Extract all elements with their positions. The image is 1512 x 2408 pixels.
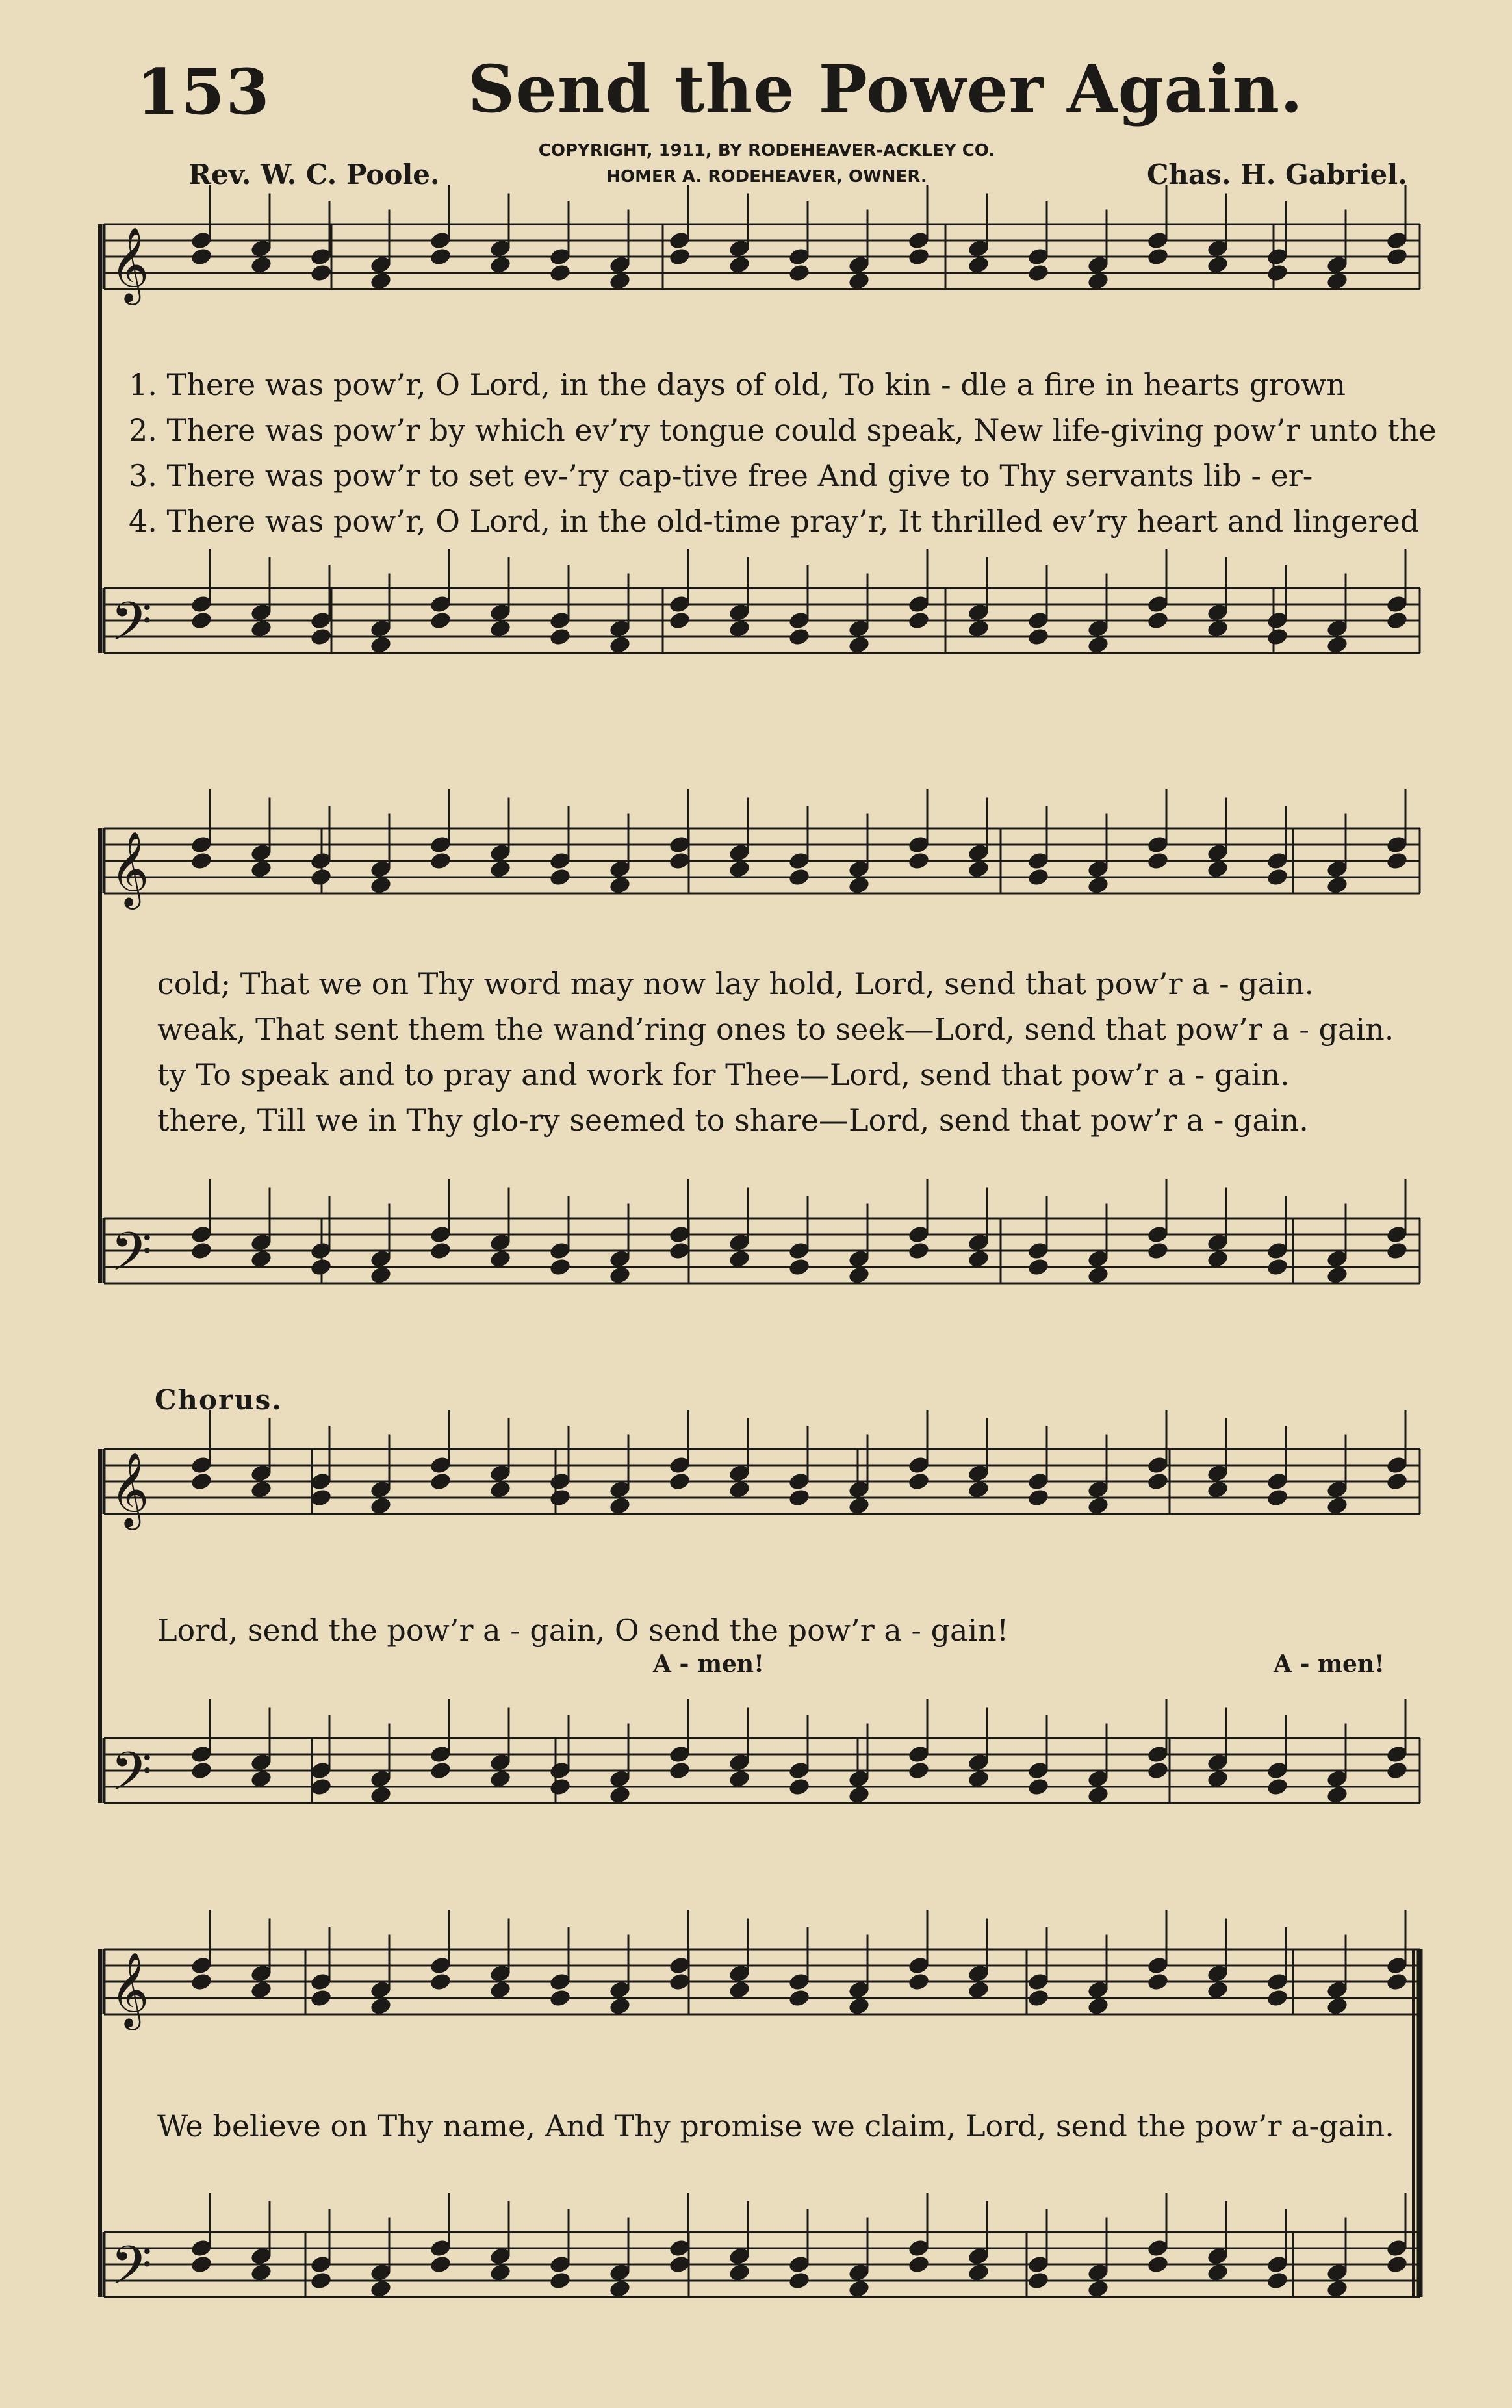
note-head (1086, 1785, 1110, 1805)
note-head (847, 2279, 871, 2299)
note-head (1027, 867, 1050, 888)
note-head (369, 635, 392, 655)
note-head (489, 1769, 512, 1789)
note-head (1266, 867, 1289, 888)
note-head (907, 1472, 930, 1492)
note-head (1027, 1988, 1050, 2008)
note-head (967, 1249, 990, 1269)
note-head (967, 1769, 990, 1789)
note-head (728, 255, 751, 275)
note-head (1385, 1761, 1409, 1781)
note-head (190, 1972, 213, 1992)
note-head (548, 867, 572, 888)
note-head (1206, 2262, 1229, 2283)
note-head (369, 2279, 392, 2299)
note-head (429, 247, 452, 267)
note-head (608, 875, 632, 895)
note-head (907, 1241, 930, 1261)
verse-4-line-1: 4. There was pow’r, O Lord, in the old-time pray’r, It thrilled ev’ry heart and lingered (129, 504, 1420, 539)
note-head (369, 1265, 392, 1285)
treble-clef-icon: 𝄞 (110, 830, 149, 906)
note-head (190, 1761, 213, 1781)
note-head (1206, 1769, 1229, 1789)
note-head (1086, 271, 1110, 291)
note-head (967, 1980, 990, 2000)
note-head (608, 1265, 632, 1285)
note-head (1027, 627, 1050, 647)
note-head (1086, 1265, 1110, 1285)
note-head (489, 1249, 512, 1269)
note-head (489, 859, 512, 879)
note-head (250, 859, 273, 879)
note-head (608, 635, 632, 655)
note-head (369, 1785, 392, 1805)
bass-clef-icon: 𝄢 (110, 590, 153, 666)
note-head (1206, 859, 1229, 879)
note-head (907, 611, 930, 631)
note-head (1385, 1472, 1409, 1492)
chorus-line-1: Lord, send the pow’r a - gain, O send the pow’r a - gain! (157, 1613, 1009, 1648)
note-head (907, 2255, 930, 2275)
note-head (250, 1980, 273, 2000)
note-head (728, 1479, 751, 1500)
note-head (907, 851, 930, 871)
verse-3-line-1: 3. There was pow’r to set ev-’ry cap-tive free And give to Thy servants lib - er- (129, 458, 1313, 493)
note-head (1326, 1496, 1349, 1516)
note-head (489, 2262, 512, 2283)
note-head (668, 247, 691, 267)
note-head (489, 1479, 512, 1500)
note-head (1385, 1972, 1409, 1992)
note-head (1266, 1777, 1289, 1797)
note-head (728, 1249, 751, 1269)
note-head (429, 1972, 452, 1992)
note-head (548, 2271, 572, 2291)
note-head (788, 1257, 811, 1277)
note-head (788, 1488, 811, 1508)
note-head (190, 247, 213, 267)
note-head (1326, 1996, 1349, 2016)
note-head (788, 627, 811, 647)
note-head (250, 255, 273, 275)
note-head (1385, 247, 1409, 267)
note-head (728, 1769, 751, 1789)
note-head (548, 263, 572, 283)
note-head (1266, 2271, 1289, 2291)
note-head (788, 1988, 811, 2008)
note-head (668, 1761, 691, 1781)
note-head (369, 271, 392, 291)
note-head (1206, 1479, 1229, 1500)
note-head (309, 1257, 333, 1277)
note-head (608, 271, 632, 291)
note-head (967, 859, 990, 879)
note-head (548, 1257, 572, 1277)
verse-1-line-1: 1. There was pow’r, O Lord, in the days of old, To kin - dle a fire in hearts grown (129, 367, 1346, 402)
note-head (190, 851, 213, 871)
bass-clef-icon: 𝄢 (110, 1220, 153, 1296)
note-head (1385, 851, 1409, 871)
note-head (309, 2271, 333, 2291)
note-head (1146, 2255, 1170, 2275)
note-head (608, 2279, 632, 2299)
note-head (788, 2271, 811, 2291)
note-head (548, 1988, 572, 2008)
note-head (847, 271, 871, 291)
note-head (429, 611, 452, 631)
note-head (1385, 1241, 1409, 1261)
note-head (967, 255, 990, 275)
note-head (1385, 611, 1409, 631)
verse-3-line-2: ty To speak and to pray and work for Thee—Lord, send that pow’r a - gain. (157, 1057, 1290, 1092)
note-head (250, 1479, 273, 1500)
bass-clef-icon: 𝄢 (110, 2234, 153, 2310)
note-head (1385, 2255, 1409, 2275)
note-head (668, 611, 691, 631)
note-head (847, 875, 871, 895)
note-head (1326, 271, 1349, 291)
note-head (250, 619, 273, 639)
treble-clef-icon: 𝄞 (110, 1451, 149, 1527)
note-head (309, 627, 333, 647)
note-head (608, 1996, 632, 2016)
chorus-label: Chorus. (155, 1384, 283, 1416)
note-head (1326, 1265, 1349, 1285)
note-head (1266, 627, 1289, 647)
note-head (1266, 263, 1289, 283)
note-head (1146, 1761, 1170, 1781)
note-head (369, 1996, 392, 2016)
note-head (847, 635, 871, 655)
staff-systems (100, 185, 1420, 2310)
note-head (1027, 1777, 1050, 1797)
treble-clef-icon: 𝄞 (110, 1951, 149, 2027)
note-head (967, 2262, 990, 2283)
note-head (1206, 619, 1229, 639)
note-head (1146, 611, 1170, 631)
note-head (1086, 1996, 1110, 2016)
hymn-title: Send the Power Again. (468, 51, 1303, 127)
note-head (1027, 263, 1050, 283)
note-head (1027, 1488, 1050, 1508)
note-head (728, 859, 751, 879)
note-head (1146, 851, 1170, 871)
note-head (1206, 1980, 1229, 2000)
note-head (1086, 635, 1110, 655)
note-head (608, 1785, 632, 1805)
note-head (1206, 255, 1229, 275)
note-head (369, 875, 392, 895)
author-credit: Rev. W. C. Poole. (188, 159, 440, 190)
note-head (190, 2255, 213, 2275)
note-head (1146, 1241, 1170, 1261)
note-head (429, 1472, 452, 1492)
note-head (847, 1785, 871, 1805)
note-head (489, 619, 512, 639)
note-head (907, 1972, 930, 1992)
copyright-line-2: HOMER A. RODEHEAVER, OWNER. (606, 167, 927, 186)
note-head (907, 1761, 930, 1781)
note-head (250, 1769, 273, 1789)
composer-credit: Chas. H. Gabriel. (1147, 159, 1407, 190)
amen-2: A - men! (1274, 1650, 1385, 1678)
note-head (1146, 247, 1170, 267)
note-head (907, 247, 930, 267)
note-head (1266, 1988, 1289, 2008)
note-head (788, 1777, 811, 1797)
note-head (728, 1980, 751, 2000)
treble-clef-icon: 𝄞 (110, 226, 149, 302)
note-head (1326, 2279, 1349, 2299)
note-head (1266, 1488, 1289, 1508)
note-head (309, 1988, 333, 2008)
hymn-number: 153 (136, 55, 271, 129)
note-head (548, 1488, 572, 1508)
note-head (788, 263, 811, 283)
note-head (728, 619, 751, 639)
note-head (967, 1479, 990, 1500)
note-head (1086, 2279, 1110, 2299)
note-head (429, 2255, 452, 2275)
verse-2-line-1: 2. There was pow’r by which ev’ry tongue could speak, New life-giving pow’r unto the (129, 413, 1437, 448)
verse-1-line-2: cold; That we on Thy word may now lay hold, Lord, send that pow’r a - gain. (157, 966, 1314, 1001)
note-head (847, 1496, 871, 1516)
note-head (728, 2262, 751, 2283)
note-head (847, 1265, 871, 1285)
note-head (1086, 1496, 1110, 1516)
note-head (788, 867, 811, 888)
note-head (1146, 1972, 1170, 1992)
note-head (190, 1241, 213, 1261)
note-head (847, 1996, 871, 2016)
note-head (1027, 1257, 1050, 1277)
amen-1: A - men! (653, 1650, 764, 1678)
note-head (309, 263, 333, 283)
note-head (1027, 2271, 1050, 2291)
note-head (429, 851, 452, 871)
note-head (309, 867, 333, 888)
note-head (250, 1249, 273, 1269)
note-head (1326, 875, 1349, 895)
note-head (489, 255, 512, 275)
note-head (548, 1777, 572, 1797)
note-head (369, 1496, 392, 1516)
note-head (1146, 1472, 1170, 1492)
note-head (190, 1472, 213, 1492)
chorus-line-2: We believe on Thy name, And Thy promise we claim, Lord, send the pow’r a-gain. (157, 2108, 1394, 2144)
verse-2-line-2: weak, That sent them the wand’ring ones to seek—Lord, send that pow’r a - gain. (157, 1012, 1394, 1047)
note-head (489, 1980, 512, 2000)
copyright-line-1: COPYRIGHT, 1911, BY RODEHEAVER-ACKLEY CO. (538, 141, 995, 160)
note-head (1266, 1257, 1289, 1277)
note-head (1326, 1785, 1349, 1805)
note-head (608, 1496, 632, 1516)
note-head (1086, 875, 1110, 895)
verse-4-line-2: there, Till we in Thy glo-ry seemed to share—Lord, send that pow’r a - gain. (157, 1103, 1309, 1138)
note-head (668, 1472, 691, 1492)
note-head (250, 2262, 273, 2283)
note-head (967, 619, 990, 639)
note-head (429, 1241, 452, 1261)
bass-clef-icon: 𝄢 (110, 1740, 153, 1816)
note-head (429, 1761, 452, 1781)
note-head (190, 611, 213, 631)
note-head (548, 627, 572, 647)
note-head (1206, 1249, 1229, 1269)
note-head (1326, 635, 1349, 655)
